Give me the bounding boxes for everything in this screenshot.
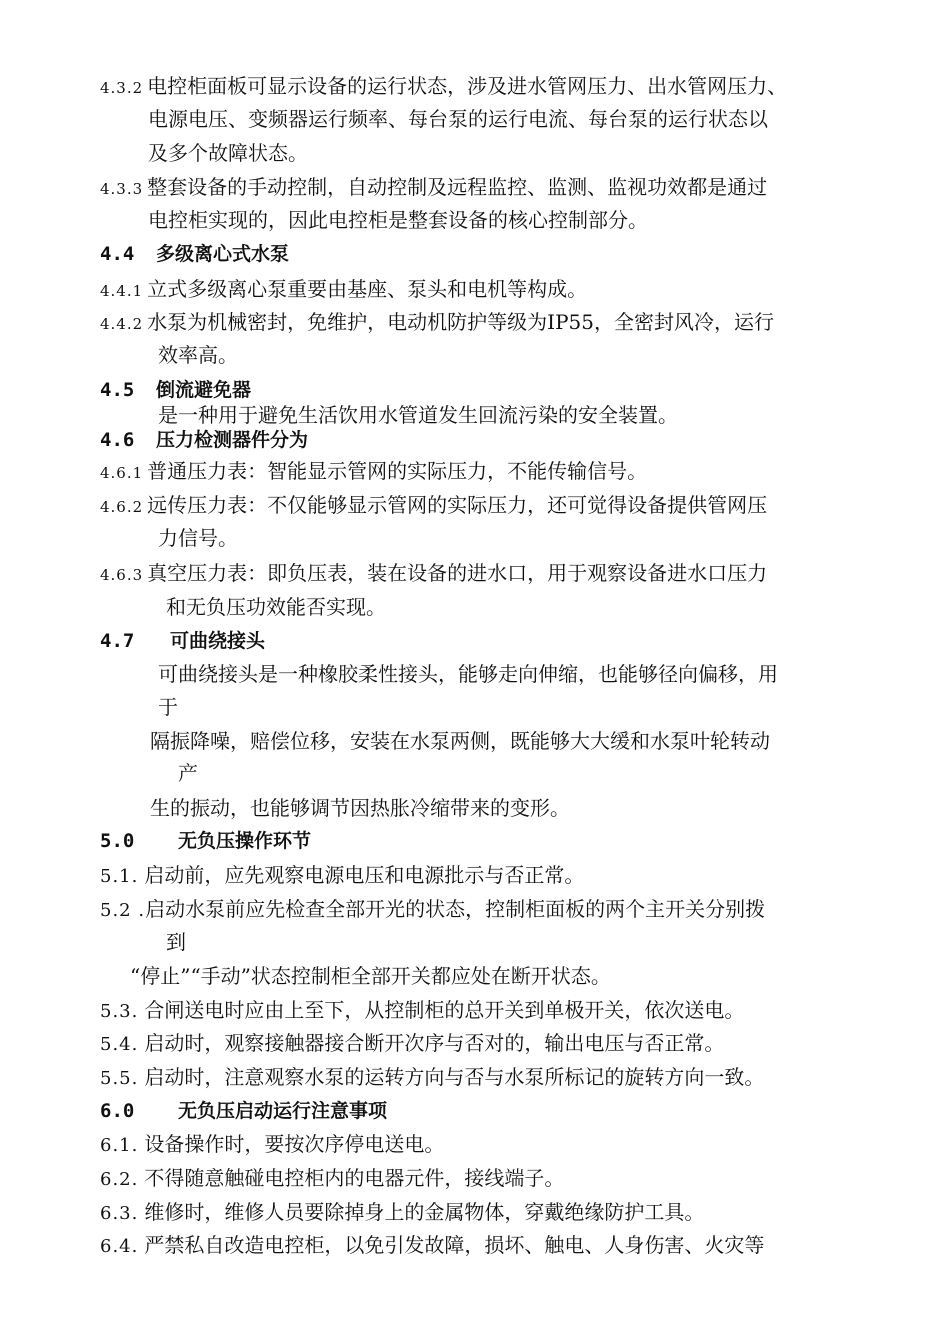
clause-4-4-2-line-2: 效率高。 (158, 343, 238, 367)
clause-5-2-line-1 (100, 896, 765, 924)
clause-number: 6.4. (100, 1236, 139, 1257)
clause-5-2-line-3: “停止”“手动”状态控制柜全部开关都应处在断开状态。 (130, 964, 611, 988)
section-title: 无负压操作环节 (178, 830, 312, 852)
clause-text: 严禁私自改造电控柜，以免引发故障，损坏、触电、人身伤害、火灾等 (144, 1233, 765, 1257)
clause-number: 5.5. (100, 1068, 139, 1089)
clause-4-3-3-line-1 (100, 174, 767, 202)
clause-text: 设备操作时，要按次序停电送电。 (144, 1132, 445, 1156)
clause-5-5 (100, 1064, 764, 1092)
clause-6-1 (100, 1131, 444, 1159)
clause-5-4 (100, 1030, 724, 1058)
clause-4-3-2-line-2: 电源电压、变频器运行频率、每台泵的运行电流、每台泵的运行状态以 (148, 107, 768, 131)
clause-text: 真空压力表：即负压表，装在设备的进水口，用于观察设备进水口压力 (147, 561, 768, 585)
clause-number: 4.3.2 (100, 79, 144, 97)
clause-number: 6.2. (100, 1169, 139, 1190)
section-heading-4-5 (100, 377, 251, 403)
section-4-7-line-1: 可曲绕接头是一种橡胶柔性接头，能够走向伸缩，也能够径向偏移，用 (158, 662, 778, 686)
clause-5-3 (100, 997, 744, 1025)
clause-text: 启动前，应先观察电源电压和电源批示与否正常。 (144, 863, 585, 887)
clause-number: 5.4. (100, 1034, 139, 1055)
clause-4-3-2-line-1 (100, 73, 787, 101)
clause-number: 4.6.2 (100, 498, 144, 516)
section-number: 4.7 (100, 630, 135, 652)
clause-text: 合闸送电时应由上至下，从控制柜的总开关到单极开关，依次送电。 (144, 998, 745, 1022)
section-title: 压力检测器件分为 (156, 429, 309, 451)
clause-text: 不得随意触碰电控柜内的电器元件，接线端子。 (144, 1166, 565, 1190)
clause-text: 电控柜面板可显示设备的运行状态，涉及进水管网压力、出水管网压力、 (147, 74, 788, 98)
clause-text: 启动时，观察接触器接合断开次序与否对的，输出电压与否正常。 (144, 1031, 725, 1055)
clause-5-2-line-2: 到 (166, 930, 186, 954)
clause-number: 6.1. (100, 1135, 139, 1156)
section-heading-4-6 (100, 427, 308, 453)
clause-4-6-1-line-1 (100, 458, 647, 486)
clause-4-6-3-line-1 (100, 560, 767, 588)
clause-number: 5.2 . (100, 900, 146, 921)
clause-number: 6.3. (100, 1203, 139, 1224)
section-4-7-line-3: 隔振降噪，赔偿位移，安装在水泵两侧，既能够大大缓和水泵叶轮转动 (150, 729, 770, 753)
section-number: 4.6 (100, 429, 135, 451)
section-heading-4-4 (100, 241, 289, 267)
section-title: 多级离心式水泵 (156, 243, 290, 265)
section-number: 6.0 (100, 1100, 135, 1122)
clause-text: 水泵为机械密封，免维护，电动机防护等级为IP55，全密封风冷，运行 (147, 310, 774, 334)
clause-4-4-1-line-1 (100, 276, 587, 304)
section-title: 倒流避免器 (156, 379, 252, 401)
section-title: 可曲绕接头 (170, 630, 266, 652)
section-heading-4-7 (100, 628, 265, 654)
clause-text: 远传压力表：不仅能够显示管网的实际压力，还可觉得设备提供管网压 (147, 493, 768, 517)
clause-4-3-2-line-3: 及多个故障状态。 (148, 141, 308, 165)
section-heading-5-0 (100, 828, 311, 854)
section-4-5-body: 是一种用于避免生活饮用水管道发生回流污染的安全装置。 (158, 403, 678, 427)
section-number: 4.5 (100, 379, 135, 401)
section-number: 5.0 (100, 830, 135, 852)
clause-number: 4.3.3 (100, 180, 144, 198)
section-number: 4.4 (100, 243, 135, 265)
clause-number: 4.4.2 (100, 315, 144, 333)
clause-4-6-2-line-2: 力信号。 (158, 526, 238, 550)
clause-text: 启动时，注意观察水泵的运转方向与否与水泵所标记的旋转方向一致。 (144, 1065, 765, 1089)
clause-text: 整套设备的手动控制，自动控制及远程监控、监测、监视功效都是通过 (147, 175, 768, 199)
clause-5-1 (100, 862, 584, 890)
clause-6-3 (100, 1199, 704, 1227)
clause-number: 4.6.1 (100, 464, 144, 482)
section-4-7-line-5: 生的振动，也能够调节因热胀冷缩带来的变形。 (150, 796, 570, 820)
clause-text: 立式多级离心泵重要由基座、泵头和电机等构成。 (147, 277, 588, 301)
clause-text: 维修时，维修人员要除掉身上的金属物体，穿戴绝缘防护工具。 (144, 1200, 705, 1224)
section-4-7-line-4: 产 (178, 761, 198, 785)
section-heading-6-0 (100, 1098, 387, 1124)
clause-number: 5.3. (100, 1001, 139, 1022)
clause-text: 普通压力表：智能显示管网的实际压力，不能传输信号。 (147, 459, 648, 483)
clause-4-4-2-line-1 (100, 309, 774, 337)
clause-number: 4.4.1 (100, 282, 144, 300)
clause-4-6-3-line-2: 和无负压功效能否实现。 (166, 595, 386, 619)
clause-4-3-3-line-2: 电控柜实现的，因此电控柜是整套设备的核心控制部分。 (148, 208, 648, 232)
clause-6-2 (100, 1165, 564, 1193)
section-title: 无负压启动运行注意事项 (178, 1100, 388, 1122)
section-4-7-line-2: 于 (158, 695, 178, 719)
clause-6-4 (100, 1232, 764, 1260)
clause-number: 4.6.3 (100, 566, 144, 584)
clause-number: 5.1. (100, 866, 139, 887)
clause-text: 启动水泵前应先检查全部开光的状态，控制柜面板的两个主开关分别拨 (145, 897, 766, 921)
clause-4-6-2-line-1 (100, 492, 767, 520)
